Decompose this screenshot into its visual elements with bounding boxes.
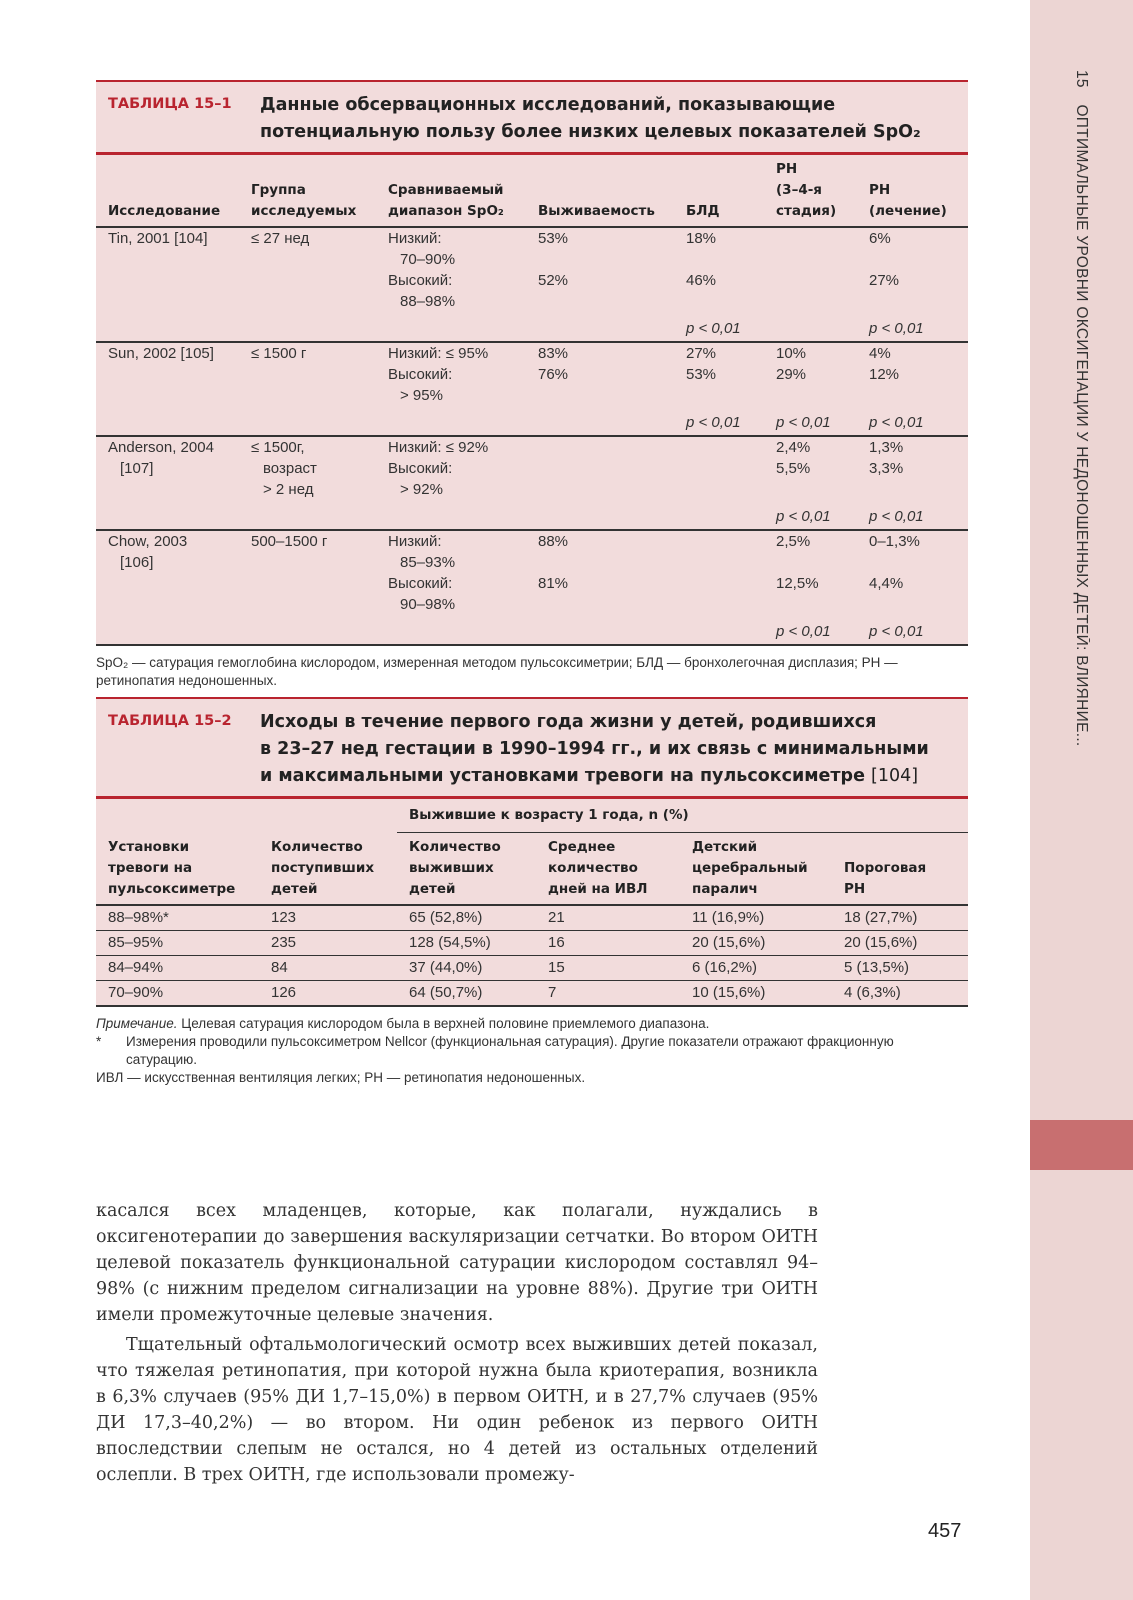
abbreviations: ИВЛ — искусственная вентиляция легких; РН — ретинопатия недоношенных.	[96, 1070, 586, 1085]
table-footnote: SpO₂ — сатурация гемоглобина кислородом, измеренная методом пульсоксиметрии; БЛД — бронхолегочная дисплазия; РН — ретинопатия недоношенных.	[96, 655, 898, 688]
cell-rn-stage	[764, 227, 857, 312]
table-row	[96, 227, 968, 312]
table-cell: 20 (15,6%)	[832, 931, 968, 956]
col-header-1: Количество поступивших детей	[259, 833, 397, 906]
cell-study: Chow, 2003 [106]	[108, 533, 188, 571]
asterisk-mark: *	[96, 1034, 102, 1049]
table-cell: 6 (16,2%)	[680, 956, 832, 981]
col-header-3: Среднее количество дней на ИВЛ	[536, 833, 680, 906]
p-value-row	[96, 312, 968, 342]
table-body	[96, 799, 968, 1007]
p-value-rn-treatment: p < 0,01	[857, 312, 968, 342]
cell-range: Низкий: 85–93% Высокий: 90–98%	[388, 533, 456, 613]
cell-survival	[526, 436, 674, 500]
p-value-rn-stage	[764, 312, 857, 342]
table-notes	[96, 1015, 968, 1087]
cell-rn-treatment: 0–1,3% 4,4%	[869, 533, 920, 592]
cell-survival: 83% 76%	[538, 345, 569, 383]
table-row	[96, 931, 968, 956]
table-cell: 5 (13,5%)	[832, 956, 968, 981]
col-header-survival: Выживаемость	[526, 155, 674, 227]
cell-group: 500–1500 г	[251, 533, 328, 550]
cell-study: Tin, 2001 [104]	[108, 230, 208, 247]
cell-rn-treatment: 4% 12%	[869, 345, 900, 383]
cell-range: Низкий: ≤ 95% Высокий: > 95%	[388, 345, 489, 404]
table-cell: 7	[536, 981, 680, 1007]
paragraph-2: Тщательный офтальмологический осмотр всех выживших детей показал, что тяжелая ретинопатия, при которой нужна была криотерапия, возникла в 6,3% случаев (95% ДИ 1,7–15,0%) в первом ОИТН, и в 27,7% случаев (95% ДИ 17,3–40,2%) — во втором. Ни один ребенок из первого ОИТН впоследствии слепым не остался, но 4 детей из остальных отделений ослепли. В трех ОИТН, где использовали промежу-	[96, 1335, 818, 1485]
col-header-group: Группа исследуемых	[239, 155, 376, 227]
col-header-0: Установки тревоги на пульсоксиметре	[96, 833, 259, 906]
cell-range: Низкий: 70–90% Высокий: 88–98%	[388, 230, 456, 310]
p-value-rn-treatment: p < 0,01	[857, 615, 968, 645]
table-15-2	[96, 697, 968, 1087]
table-cell: 37 (44,0%)	[397, 956, 536, 981]
asterisk-note	[96, 1033, 968, 1069]
cell-rn-stage: 10% 29%	[776, 345, 807, 383]
running-header	[1050, 70, 1090, 830]
table-row	[96, 905, 968, 931]
col-header-study: Исследование	[96, 155, 239, 227]
table-cell: 11 (16,9%)	[680, 905, 832, 931]
cell-group: ≤ 1500 г	[251, 345, 307, 362]
table-row	[96, 956, 968, 981]
table-15-1	[96, 80, 968, 690]
p-value-rn-stage: p < 0,01	[764, 406, 857, 436]
col-header-range: Сравниваемый диапазон SpO₂	[376, 155, 526, 227]
table-title: Исходы в течение первого года жизни у детей, родившихся в 23–27 нед гестации в 1990–1994 гг., и их связь с минимальными и максимальными установками тревоги на пульсоксиметре [104]	[260, 712, 929, 786]
table-title: Данные обсервационных исследований, показывающие потенциальную пользу более низких целевых показателей SpO₂	[260, 95, 921, 142]
col-header-bld: БЛД	[674, 155, 764, 227]
cell-rn-treatment: 1,3% 3,3%	[869, 439, 904, 477]
cell-bld	[674, 530, 764, 615]
table-cell: 10 (15,6%)	[680, 981, 832, 1007]
cell-rn-stage: 2,4% 5,5%	[776, 439, 811, 477]
table-cell: 18 (27,7%)	[832, 905, 968, 931]
col-header-4: Детский церебральный паралич	[680, 833, 832, 906]
p-value-bld: p < 0,01	[674, 312, 764, 342]
cell-group: ≤ 1500г, возраст > 2 нед	[251, 439, 317, 498]
table-label: ТАБЛИЦА 15–2	[108, 713, 232, 729]
cell-bld: 27% 53%	[686, 345, 717, 383]
note-text: Целевая сатурация кислородом была в верхней половине приемлемого диапазона.	[181, 1016, 710, 1031]
p-value-rn-treatment: p < 0,01	[857, 500, 968, 530]
table-row	[96, 530, 968, 615]
p-value-bld	[674, 615, 764, 645]
cell-bld: 18% 46%	[686, 230, 717, 289]
page-number: 457	[928, 1520, 962, 1542]
table-cell: 128 (54,5%)	[397, 931, 536, 956]
cell-bld	[674, 436, 764, 500]
cell-range: Низкий: ≤ 92% Высокий: > 92%	[388, 439, 489, 498]
table-cell: 126	[259, 981, 397, 1007]
col-header-rn-treatment: РН (лечение)	[857, 155, 968, 227]
table-cell: 84–94%	[96, 956, 259, 981]
table-cell: 123	[259, 905, 397, 931]
col-header-2: Количество выживших детей	[397, 833, 536, 906]
table-row	[96, 342, 968, 406]
chapter-number: 15	[1073, 70, 1090, 88]
table-cell: 235	[259, 931, 397, 956]
cell-rn-stage: 2,5% 12,5%	[776, 533, 819, 592]
table-body	[96, 155, 968, 646]
super-header: Выжившие к возрасту 1 года, n (%)	[397, 799, 968, 833]
table-row	[96, 436, 968, 500]
table-label: ТАБЛИЦА 15–1	[108, 96, 232, 112]
cell-group: ≤ 27 нед	[251, 230, 310, 247]
table-cell: 65 (52,8%)	[397, 905, 536, 931]
cell-study: Sun, 2002 [105]	[108, 345, 214, 362]
table-cell: 85–95%	[96, 931, 259, 956]
running-title: ОПТИМАЛЬНЫЕ УРОВНИ ОКСИГЕНАЦИИ У НЕДОНОШЕННЫХ ДЕТЕЙ: ВЛИЯНИЕ...	[1073, 104, 1090, 747]
p-value-bld	[674, 500, 764, 530]
note-label: Примечание.	[96, 1016, 178, 1031]
cell-survival: 53% 52%	[538, 230, 569, 289]
cell-rn-treatment: 6% 27%	[869, 230, 900, 289]
table-cell: 21	[536, 905, 680, 931]
table-caption	[96, 697, 968, 799]
p-value-bld: p < 0,01	[674, 406, 764, 436]
col-header-5: Пороговая РН	[832, 833, 968, 906]
cell-survival: 88% 81%	[538, 533, 569, 592]
table-cell: 16	[536, 931, 680, 956]
p-value-rn-stage: p < 0,01	[764, 500, 857, 530]
col-header-rn-stage: РН (3–4-я стадия)	[764, 155, 857, 227]
sidebar-accent-bar	[1030, 1120, 1133, 1170]
table-cell: 70–90%	[96, 981, 259, 1007]
table-cell: 84	[259, 956, 397, 981]
paragraph-1: касался всех младенцев, которые, как полагали, нуждались в оксигенотерапии до завершения васкуляризации сетчатки. Во втором ОИТН целевой показатель функциональной сатурации кислородом составлял 94–98% (с нижним пределом сигнализации на уровне 88%). Другие три ОИТН имели промежуточные целевые значения.	[96, 1201, 818, 1325]
citation-ref: [104]	[871, 766, 919, 786]
table-cell: 15	[536, 956, 680, 981]
table-caption	[96, 80, 968, 155]
table-cell: 4 (6,3%)	[832, 981, 968, 1007]
body-text	[96, 1198, 818, 1488]
asterisk-text: Измерения проводили пульсоксиметром Nellcor (функциональная сатурация). Другие показатели отражают фракционную сатурацию.	[126, 1034, 894, 1067]
p-value-row	[96, 500, 968, 530]
cell-study: Anderson, 2004 [107]	[108, 439, 214, 477]
table-cell: 20 (15,6%)	[680, 931, 832, 956]
table-row	[96, 981, 968, 1007]
table-cell: 64 (50,7%)	[397, 981, 536, 1007]
p-value-row	[96, 406, 968, 436]
table-cell: 88–98%*	[96, 905, 259, 931]
p-value-row	[96, 615, 968, 645]
p-value-rn-stage: p < 0,01	[764, 615, 857, 645]
p-value-rn-treatment: p < 0,01	[857, 406, 968, 436]
note-line	[96, 1015, 968, 1033]
